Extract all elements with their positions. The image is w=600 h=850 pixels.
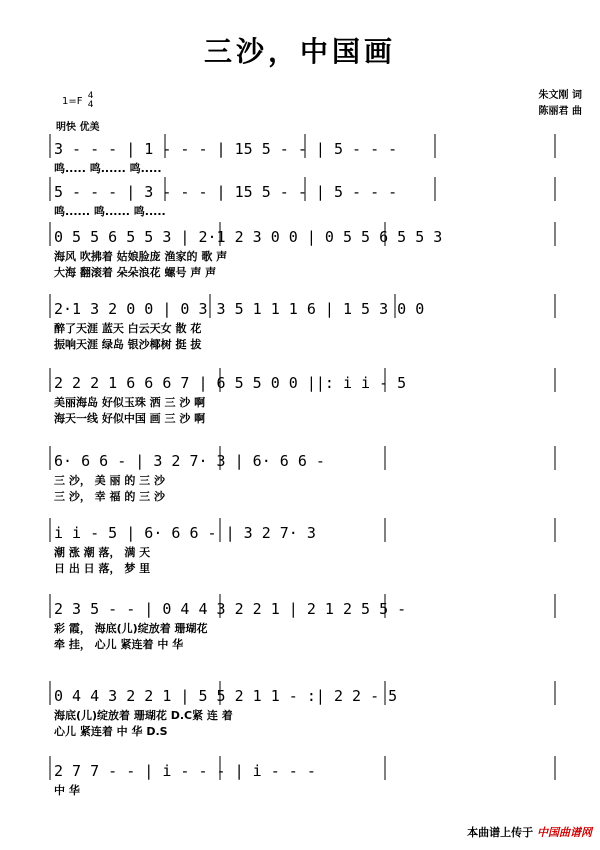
notation-row-2: 5 - - - | 3 - - - | 15 5 - - | 5 - - - [54, 183, 398, 201]
lyric-line-1-row-6: 三 沙， 美 丽 的 三 沙 [54, 474, 165, 487]
lyric-line-1-row-7: 潮 涨 潮 落， 满 天 [54, 546, 151, 559]
time-top: 4 [87, 91, 94, 101]
tempo-marking: 明快 优美 [56, 122, 100, 133]
notation-row-5: 2 2 2 1 6 6 6 7 | 6 5 5 0 0 ||: i i - 5 [54, 374, 407, 392]
page-title: 三沙，中国画 [203, 35, 396, 68]
lyric-line-1-row-5: 美丽海岛 好似玉珠 洒 三 沙 啊 [54, 396, 206, 409]
notation-row-9: 0 4 4 3 2 2 1 | 5 5 2 1 1 - :| 2 2 - 5 [54, 687, 398, 705]
site-logo: 中国曲谱网 [537, 826, 592, 839]
lyric-line-1-row-10: 中 华 [54, 784, 80, 797]
lyric-line-2-row-6: 三 沙， 幸 福 的 三 沙 [54, 490, 165, 503]
lyricist-credit: 朱文刚 词 [538, 90, 582, 101]
lyric-line-2-row-3: 大海 翻滚着 朵朵浪花 螺号 声 声 [54, 266, 217, 279]
notation-row-7: i i - 5 | 6· 6 6 - | 3 2 7· 3 [54, 524, 316, 542]
lyric-line-1-row-4: 醉了天涯 蓝天 白云天女 散 花 [54, 322, 202, 335]
lyric-line-1-row-8: 彩 霞， 海底(儿)绽放着 珊瑚花 [54, 622, 208, 635]
time-signature [88, 92, 94, 110]
lyric-line-2-row-7: 日 出 日 落， 梦 里 [54, 562, 151, 575]
time-bottom: 4 [87, 100, 94, 110]
lyric-line-1-row-1: 鸣..... 鸣...... 鸣..... [54, 162, 162, 175]
lyric-line-2-row-5: 海天一线 好似中国 画 三 沙 啊 [54, 412, 206, 425]
notation-row-6: 6· 6 6 - | 3 2 7· 3 | 6· 6 6 - [54, 452, 325, 470]
key-signature [62, 92, 93, 110]
lyric-line-2-row-4: 振响天涯 绿岛 银沙椰树 挺 拔 [54, 338, 202, 351]
composer-credit: 陈丽君 曲 [538, 106, 582, 117]
lyric-line-1-row-9: 海底(儿)绽放着 珊瑚花 D.C紧 连 着 [54, 709, 233, 722]
notation-row-4: 2·1 3 2 0 0 | 0 3 3 5 1 1 1 6 | 1 5 3 0 0 [54, 300, 425, 318]
lyric-line-2-row-9: 心儿 紧连着 中 华 D.S [54, 725, 168, 738]
lyric-line-1-row-2: 鸣...... 鸣...... 鸣..... [54, 205, 166, 218]
key-label: 1=F [62, 96, 83, 107]
footer [467, 824, 592, 840]
notation-row-8: 2 3 5 - - | 0 4 4 3 2 2 1 | 2 1 2 5 5 - [54, 600, 407, 618]
notation-row-10: 2 7 7 - - | i - - - | i - - - [54, 762, 316, 780]
notation-row-1: 3 - - - | 1 - - - | 15 5 - - | 5 - - - [54, 140, 398, 158]
lyric-line-2-row-8: 牵 挂， 心儿 紧连着 中 华 [54, 638, 184, 651]
footer-text: 本曲谱上传于 [467, 826, 534, 839]
notation-row-3: 0 5 5 6 5 5 3 | 2·1 2 3 0 0 | 0 5 5 6 5 5 3 [54, 228, 443, 246]
lyric-line-1-row-3: 海风 吹拂着 姑娘脸庞 渔家的 歌 声 [54, 250, 228, 263]
